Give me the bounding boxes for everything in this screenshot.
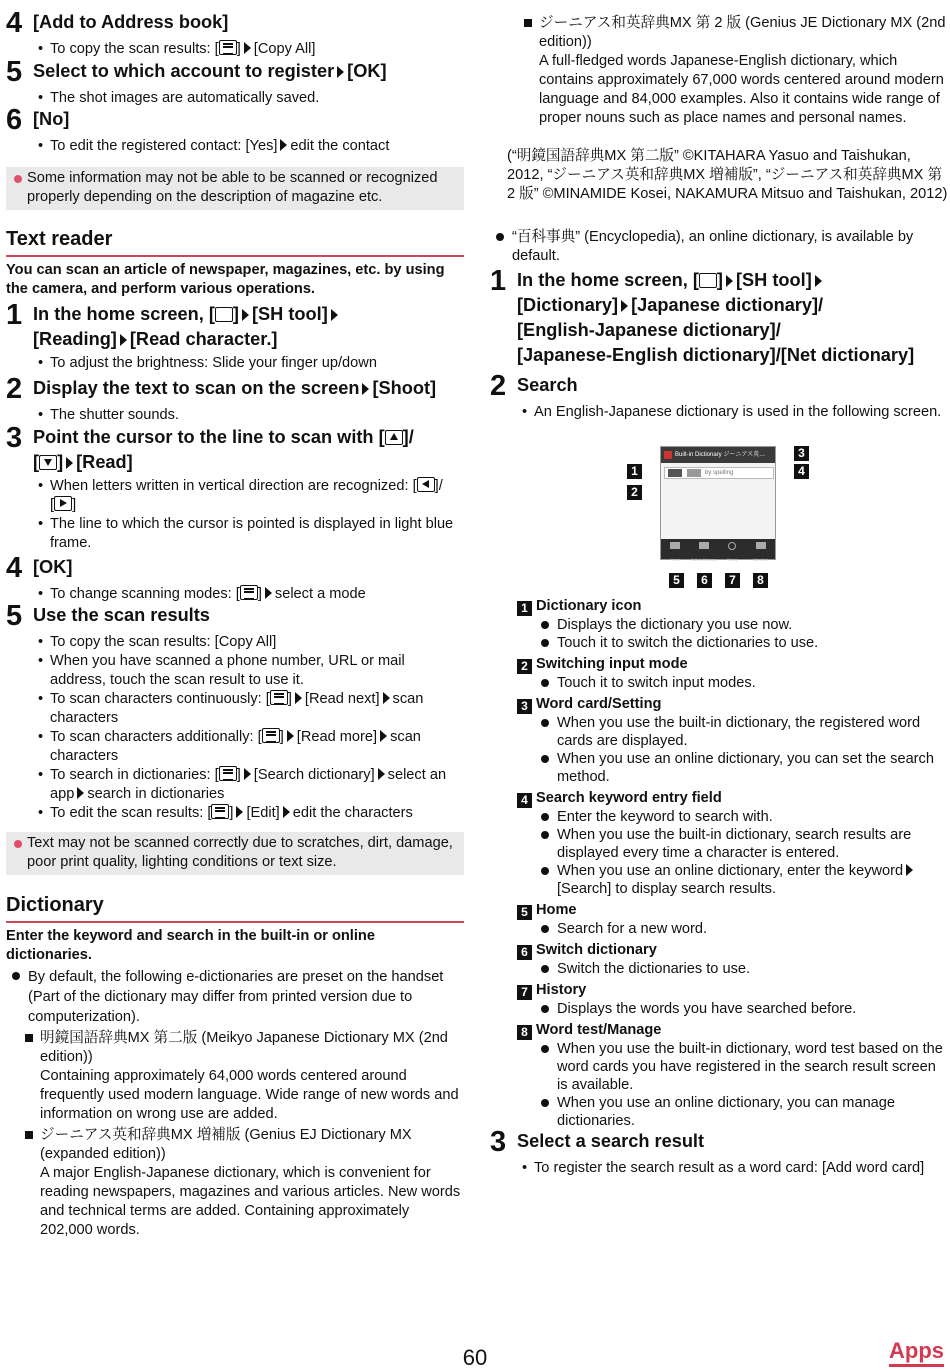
- note-box: Text may not be scanned correctly due to scratches, dirt, damage, poor print quality, lighting conditions or text size.: [6, 832, 464, 875]
- item-2: 2 Switching input mode Touch it to switch input modes.: [517, 655, 948, 692]
- tr-step-2: 2 Display the text to scan on the screen [Shoot] • The shutter sounds.: [6, 376, 464, 425]
- callout-4: 4: [794, 464, 809, 479]
- text-reader-section: Text reader You can scan an article of newspaper, magazines, etc. by using the camera, and perform various operations.: [6, 227, 464, 299]
- step-6-no: 6 [No] • To edit the registered contact: [Yes] edit the contact: [6, 107, 464, 156]
- dictionary-item-genius-je: ジーニアス和英辞典MX 第 2 版 (Genius JE Dictionary MX (2nd edition)) A full-fledged words Japanese-English dictionary, which contains approximately 67,000 words centered around modern language and 84,000 examples. Also it contains wide range of proper nouns such as place names and personal names.: [490, 14, 948, 128]
- callout-5: 5: [669, 573, 684, 588]
- item-3: 3 Word card/Setting When you use the built-in dictionary, the registered word cards are displayed. When you use an online dictionary, you can set the search method.: [517, 695, 948, 786]
- dictionary-icon: [664, 451, 672, 459]
- down-key-icon: [39, 455, 57, 470]
- arrow-right-icon: [242, 309, 249, 321]
- arrow-right-icon: [265, 587, 272, 599]
- clock-icon: [728, 542, 736, 550]
- callout-6: 6: [697, 573, 712, 588]
- word-test-icon: [756, 542, 766, 549]
- arrow-right-icon: [244, 42, 251, 54]
- callout-3: 3: [794, 446, 809, 461]
- arrow-right-icon: [120, 334, 127, 346]
- step-4-add-address: 4 [Add to Address book] • To copy the scan results: [ ] [Copy All]: [6, 10, 464, 59]
- dict-step-2: 2 Search • An English-Japanese dictionary is used in the following screen.: [490, 373, 948, 422]
- menu-key-icon: [219, 40, 237, 55]
- left-key-icon: [417, 477, 435, 492]
- arrow-right-icon: [378, 768, 385, 780]
- page-number: 60: [462, 1345, 488, 1370]
- item-4: 4 Search keyword entry field Enter the keyword to search with. When you use the built-in dictionary, search results are displayed every time a character is entered. When you use an online dictionary, enter the keyword[Search] to display search results.: [517, 789, 948, 898]
- tab-switch-dictionary: Switch dictionary: [690, 539, 719, 559]
- callout-7: 7: [725, 573, 740, 588]
- tr-step-5: 5 Use the scan results • To copy the scan results: [Copy All] • When you have scanned a phone number, URL or mail address, touch the scan result to use it. • To scan characters continuously: [ ] [Read next] scan characters • To scan characters additionally: [ ] [Read more] scan characters • To search in dictionaries: [ ] [Search dictionary] select an app search in dictionaries • To edit the scan results: [ ] [Edit] edit the characters: [6, 603, 464, 823]
- section-heading: Text reader: [6, 227, 464, 257]
- dictionary-section: Dictionary Enter the keyword and search in the built-in or online dictionaries. By default, the following e-dictionaries are preset on the handset (Part of the dictionary may differ from printed version due to computerization). 明鏡国語辞典MX 第二版 (Meikyo Japanese Dictionary MX (2nd edition)) Containing approximately 64,000 words centered around frequently used modern language. Wide range of new words and information on wrong use are added. ジーニアス英和辞典MX 増補版 (Genius EJ Dictionary MX (expanded edition)) A major English-Japanese dictionary, which is convenient for reading newspapers, magazines and various articles. New words and technical terms are added. Containing approximately 202,000 words.: [6, 893, 464, 1240]
- arrow-right-icon: [287, 730, 294, 742]
- search-input: by spelling: [664, 467, 774, 479]
- tab-word-test: Word test: [747, 539, 776, 559]
- home-icon: [670, 542, 680, 549]
- sh-camera-icon: [699, 273, 717, 288]
- item-7: 7 History Displays the words you have searched before.: [517, 981, 948, 1018]
- screen-title-bar: Built-in Dictionary ジーニアス英…: [661, 447, 775, 463]
- callout-2: 2: [627, 485, 642, 500]
- menu-key-icon: [211, 804, 229, 819]
- switch-icon: [699, 542, 709, 549]
- arrow-right-icon: [283, 806, 290, 818]
- arrow-right-icon: [621, 300, 628, 312]
- input-mode-icon: [668, 469, 682, 477]
- arrow-right-icon: [337, 66, 344, 78]
- online-dictionary-note: “百科事典” (Encyclopedia), an online dictionary, is available by default.: [490, 228, 948, 266]
- section-link-apps[interactable]: Apps: [889, 1338, 944, 1367]
- menu-key-icon: [270, 690, 288, 705]
- menu-key-icon: [240, 585, 258, 600]
- tr-step-3: 3 Point the cursor to the line to scan with [ ]/ [ ] [Read] • When letters written in vertical direction are recognized: [ ]/ [ ] • The line to which the cursor is pointed is displayed in light blue frame.: [6, 425, 464, 553]
- arrow-right-icon: [380, 730, 387, 742]
- screen-tab-bar: [661, 539, 775, 562]
- dictionary-switch-icon: [687, 469, 701, 477]
- right-key-icon: [54, 496, 72, 511]
- arrow-right-icon: [280, 139, 287, 151]
- tab-history: History: [718, 539, 747, 559]
- menu-key-icon: [262, 728, 280, 743]
- tr-step-1: 1 In the home screen, [ ] [SH tool] [Reading] [Read character.] • To adjust the brightness: Slide your finger up/down: [6, 302, 464, 373]
- arrow-right-icon: [244, 768, 251, 780]
- menu-key-icon: [219, 766, 237, 781]
- up-key-icon: [385, 430, 403, 445]
- dictionary-screenshot: [660, 446, 776, 560]
- copyright-text: (“明鏡国語辞典MX 第二版” ©KITAHARA Yasuo and Taishukan, 2012, “ジーニアス英和辞典MX 増補版”, “ジーニアス和英辞典MX 第 2 版” ©MINAMIDE Kosei, NAKAMURA Mitsuo and Taishukan, 2012): [507, 148, 948, 202]
- dict-step-3: 3 Select a search result • To register the search result as a word card: [Add word card]: [490, 1129, 948, 1178]
- arrow-right-icon: [906, 864, 913, 876]
- arrow-right-icon: [383, 692, 390, 704]
- arrow-right-icon: [726, 275, 733, 287]
- tab-home: Home: [661, 539, 690, 559]
- arrow-right-icon: [77, 787, 84, 799]
- arrow-right-icon: [331, 309, 338, 321]
- arrow-right-icon: [815, 275, 822, 287]
- tr-step-4: 4 [OK] • To change scanning modes: [ ] select a mode: [6, 555, 464, 604]
- item-6: 6 Switch dictionary Switch the dictionaries to use.: [517, 941, 948, 978]
- callout-8: 8: [753, 573, 768, 588]
- note-box: Some information may not be able to be scanned or recognized properly depending on the description of magazine etc.: [6, 167, 464, 210]
- sh-camera-icon: [215, 307, 233, 322]
- item-1: 1 Dictionary icon Displays the dictionary you use now. Touch it to switch the dictionaries to use.: [517, 597, 948, 652]
- section-heading: Dictionary: [6, 893, 464, 923]
- dict-step-1: 1 In the home screen, [ ] [SH tool] [Dictionary] [Japanese dictionary]/ [English-Japanese dictionary]/ [Japanese-English dictionary]/[Net dictionary]: [490, 265, 915, 365]
- step-5-select-account: 5 Select to which account to register [OK] • The shot images are automatically saved.: [6, 59, 464, 108]
- item-5: 5 Home Search for a new word.: [517, 901, 948, 938]
- arrow-right-icon: [236, 806, 243, 818]
- callout-1: 1: [627, 464, 642, 479]
- arrow-right-icon: [66, 457, 73, 469]
- arrow-right-icon: [295, 692, 302, 704]
- callout-descriptions: [490, 597, 948, 1130]
- arrow-right-icon: [362, 383, 369, 395]
- item-8: 8 Word test/Manage When you use the built-in dictionary, word test based on the word cards you have registered in the search result screen is available. When you use an online dictionary, you can manage dictionaries.: [517, 1021, 948, 1130]
